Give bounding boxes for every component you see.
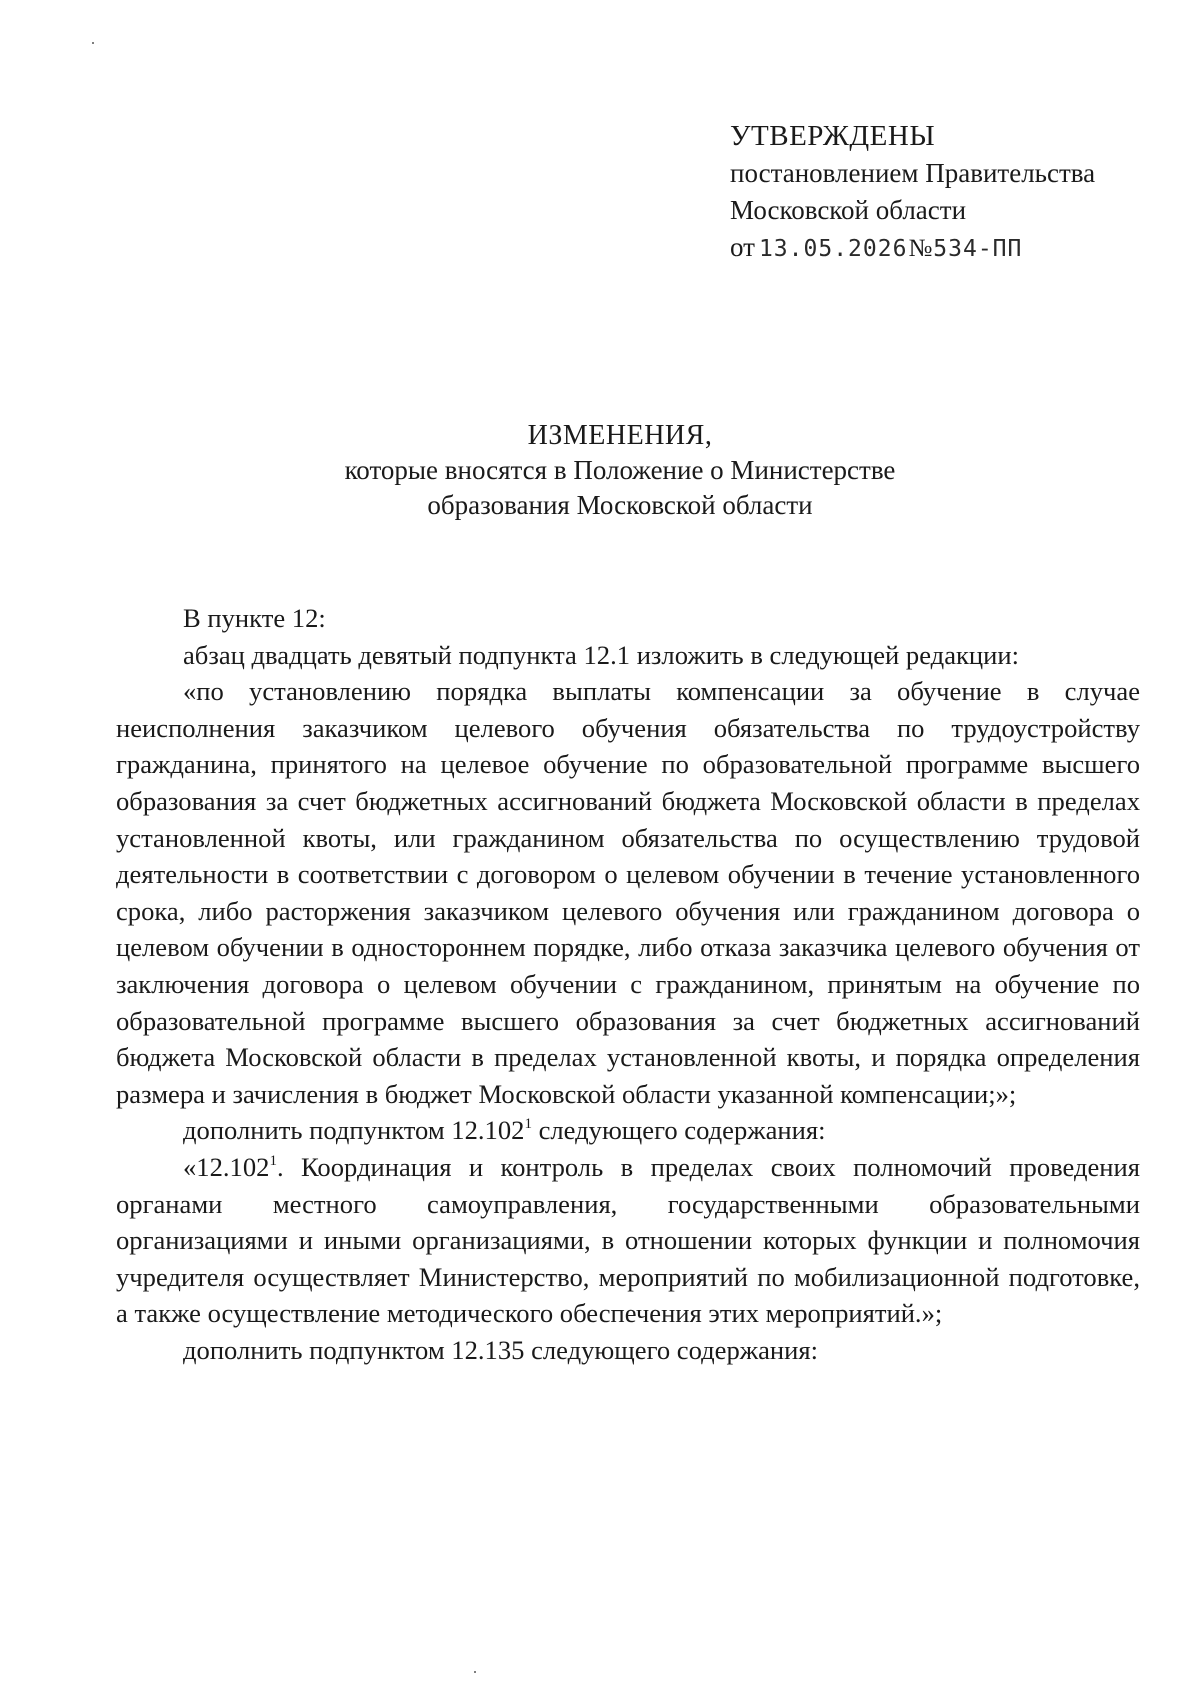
approval-line-region: Московской области [730,195,967,225]
scan-speck [474,1671,476,1673]
number-sign: № [908,235,933,262]
decree-date: 13.05.2026 [758,236,908,262]
quoted-2-end: . Координация и контроль в пределах своих полномочий проведения органами местного самоуправления, государственными образовательными организациями и иными организациями, в отношении которых функции и полномочия учредителя осуществляет Министерство, мероприятий по мобилизационной подготовке, а также осуществление методического обеспечения этих мероприятий.»; [116,1151,1140,1329]
approval-heading: УТВЕРЖДЕНЫ [730,120,936,152]
date-prefix: от [730,232,755,262]
approval-date-line [730,229,1150,268]
paragraph-quoted-text-1: «по установлению порядка выплаты компенсации за обучение в случае неисполнения заказчиком целевого обучения обязательства по трудоустройству гражданина, принятого на целевое обучение по образовательной программе высшего образования за счет бюджетных ассигнований бюджета Московской области в пределах установленной квоты, или гражданином обязательства по осуществлению трудовой деятельности в соответствии с договором о целевом обучении в течение установленного срока, либо расторжения заказчиком целевого обучения или гражданином договора о целевом обучении в одностороннем порядке, либо отказа заказчика целевого обучения от заключения договора о целевом обучении с гражданином, принятым на обучение по образовательной программе высшего образования за счет бюджетных ассигнований бюджета Московской области в пределах установленной квоты, и порядка определения размера и зачисления в бюджет Московской области указанной компенсации;»; [116,676,1140,1109]
title-main: ИЗМЕНЕНИЯ, [527,420,713,451]
paragraph-instruction-3: дополнить подпунктом 12.135 следующего содержания: [183,1334,819,1365]
superscript-index: 1 [269,1152,277,1169]
paragraph-instruction-2 [116,1112,1140,1149]
title-line-2: которые вносятся в Положение о Министерстве [344,455,896,485]
scan-speck [92,42,94,44]
document-body [116,600,1140,1368]
instruction-2-start: дополнить подпунктом 12.102 [183,1115,525,1146]
document-title [180,418,1060,523]
instruction-2-end: следующего содержания: [531,1115,826,1146]
superscript-index: 1 [524,1116,532,1133]
paragraph-instruction-1: абзац двадцать девятый подпункта 12.1 изложить в следующей редакции: [183,639,1020,670]
title-line-3: образования Московской области [427,490,813,520]
decree-number: 534-ПП [933,236,1023,262]
paragraph-point-12: В пункте 12: [183,603,326,633]
quoted-2-start: «12.102 [183,1151,270,1182]
paragraph-quoted-text-2 [116,1149,1140,1332]
approval-block [730,118,1150,268]
approval-line-resolution: постановлением Правительства [730,158,1096,188]
